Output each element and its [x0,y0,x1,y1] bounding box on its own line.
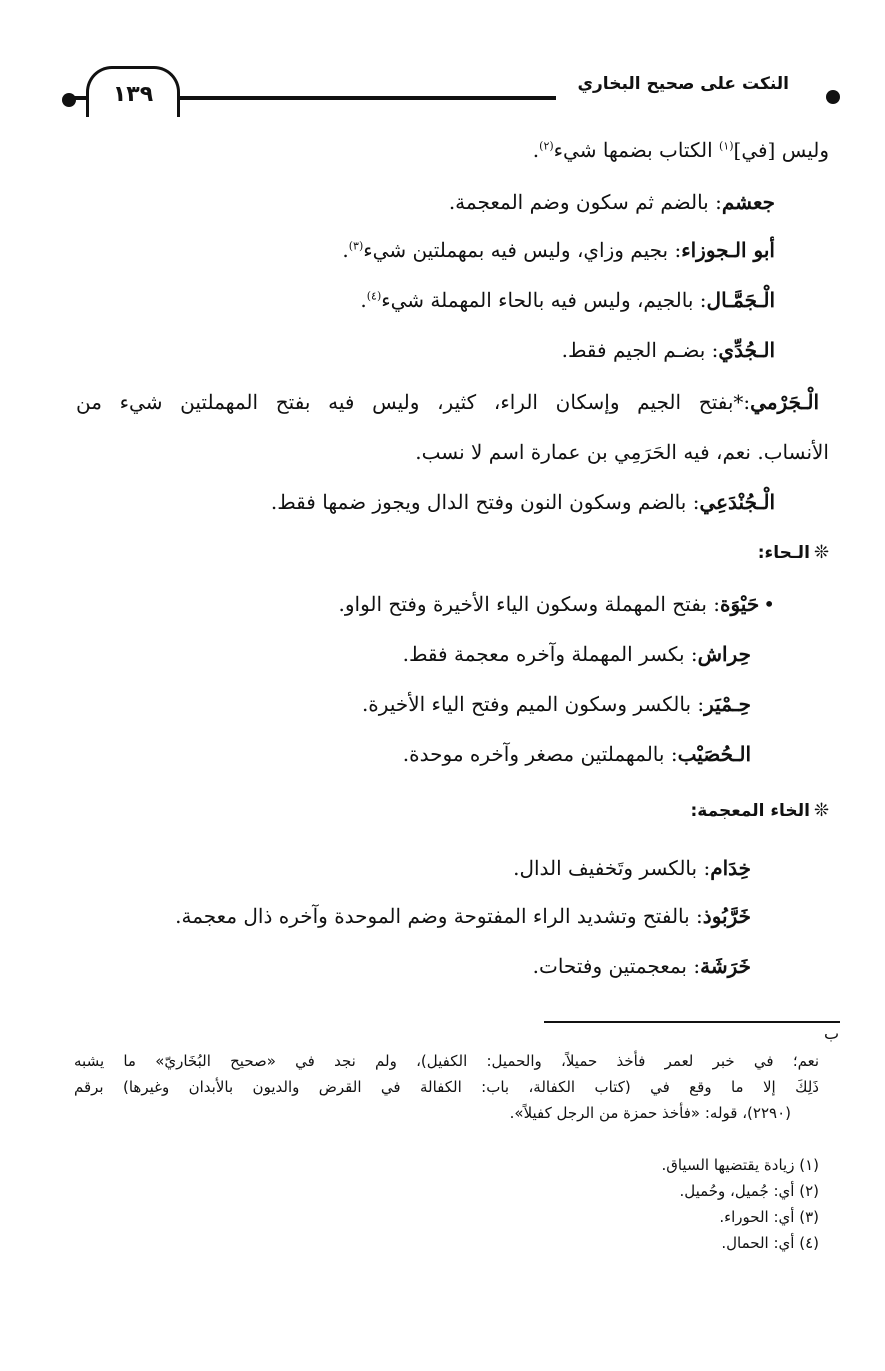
entry-line: الـحُصَيْب: بالمهملتين مصغر وآخره موحدة. [402,742,751,766]
entry-line: •حَيْوَة: بفتح المهملة وسكون الياء الأخيرة وفتح الواو. [338,592,775,616]
footnote-line: ذَلِكَ إلا ما وقع في (كتاب الكفالة، باب: الكفالة في القرض والديون بالأبدان وغيرها) برقم [74,1078,819,1096]
entry-line: حِـمْيَر: بالكسر وسكون الميم وفتح الياء الأخيرة. [361,692,751,716]
entry-term: الْـجَمَّـال [706,288,775,312]
entry-line: جعشم: بالضم ثم سكون وضم المعجمة. [448,190,775,214]
entry-term: الـحُصَيْب [677,742,751,766]
entry-line: حِراش: بكسر المهملة وآخره معجمة فقط. [402,642,751,666]
section-heading-kha: ❊الخاء المعجمة: [690,800,829,821]
footnote-item: (١) زيادة يقتضيها السياق. [661,1156,819,1174]
entry-line: خَرَّبُوذ: بالفتح وتشديد الراء المفتوحة وضم الموحدة وآخره ذال معجمة. [175,904,751,928]
footnote-continuation-mark: ب [824,1024,840,1043]
running-title: النكت على صحيح البخاري [577,74,789,94]
asterism-icon: ❊ [813,542,829,563]
header-ornament-dot [826,90,840,104]
footnote-item: (٣) أي: الحوراء. [719,1208,819,1226]
section-heading-ha: ❊الـحاء: [757,542,829,563]
entry-term: جعشم [721,190,775,214]
entry-line: خِدَام: بالكسر وتَخفيف الدال. [513,856,751,880]
entry-term: حِـمْيَر [704,692,751,716]
header-ornament-dot-left [62,93,76,107]
bullet-icon: • [763,592,775,616]
footnote-line: (٢٢٩٠)، قوله: «فأخذ حمزة من الرجل كفيلاً». [509,1104,791,1122]
footnote-line: نعم؛ في خبر لعمر فأخذ حميلاً، والحميل: الكفيل)، ولم نجد في «صحيح البُخَاريّ» ما يشبه [74,1052,819,1070]
entry-term: حَيْوَة [719,592,760,616]
entry-term: خَرَشَة [700,954,751,978]
page-number: ١٣٩ [86,66,180,117]
text-line: الأنساب. نعم، فيه الحَرَمِي بن عمارة اسم لا نسب. [415,440,829,464]
entry-term: خَرَّبُوذ [702,904,751,928]
entry-term: الْـجَرْمي [750,390,819,414]
entry-term: الْـجُنْدَعِي [699,490,775,514]
entry-line: أبو الـجوزاء: بجيم وزاي، وليس فيه بمهملتين شيء$^{(٣)}$. [342,238,775,262]
footnote-separator [544,1021,840,1023]
entry-line: الْـجَرْمي:*بفتح الجيم وإسكان الراء، كثير، وليس فيه بفتح المهملتين شيء من [76,390,819,414]
entry-line: خَرَشَة: بمعجمتين وفتحات. [532,954,751,978]
footnote-item: (٤) أي: الحمال. [721,1234,819,1252]
asterism-icon: ❊ [813,800,829,821]
entry-term: حِراش [697,642,751,666]
entry-term: أبو الـجوزاء [681,238,775,262]
text-line: وليس [في]$^{(١)}$ الكتاب بضمها شيء$^{(٢)}$. [532,138,829,162]
entry-line: الْـجُنْدَعِي: بالضم وسكون النون وفتح الدال ويجوز ضمها فقط. [270,490,775,514]
entry-term: الـجُدِّي [718,338,775,362]
header-rule [174,96,556,100]
entry-line: الْـجَمَّـال: بالجيم، وليس فيه بالحاء المهملة شيء$^{(٤)}$. [360,288,775,312]
footnote-item: (٢) أي: جُميل، وحُميل. [679,1182,819,1200]
entry-line: الـجُدِّي: بضـم الجيم فقط. [561,338,775,362]
entry-term: خِدَام [710,856,751,880]
